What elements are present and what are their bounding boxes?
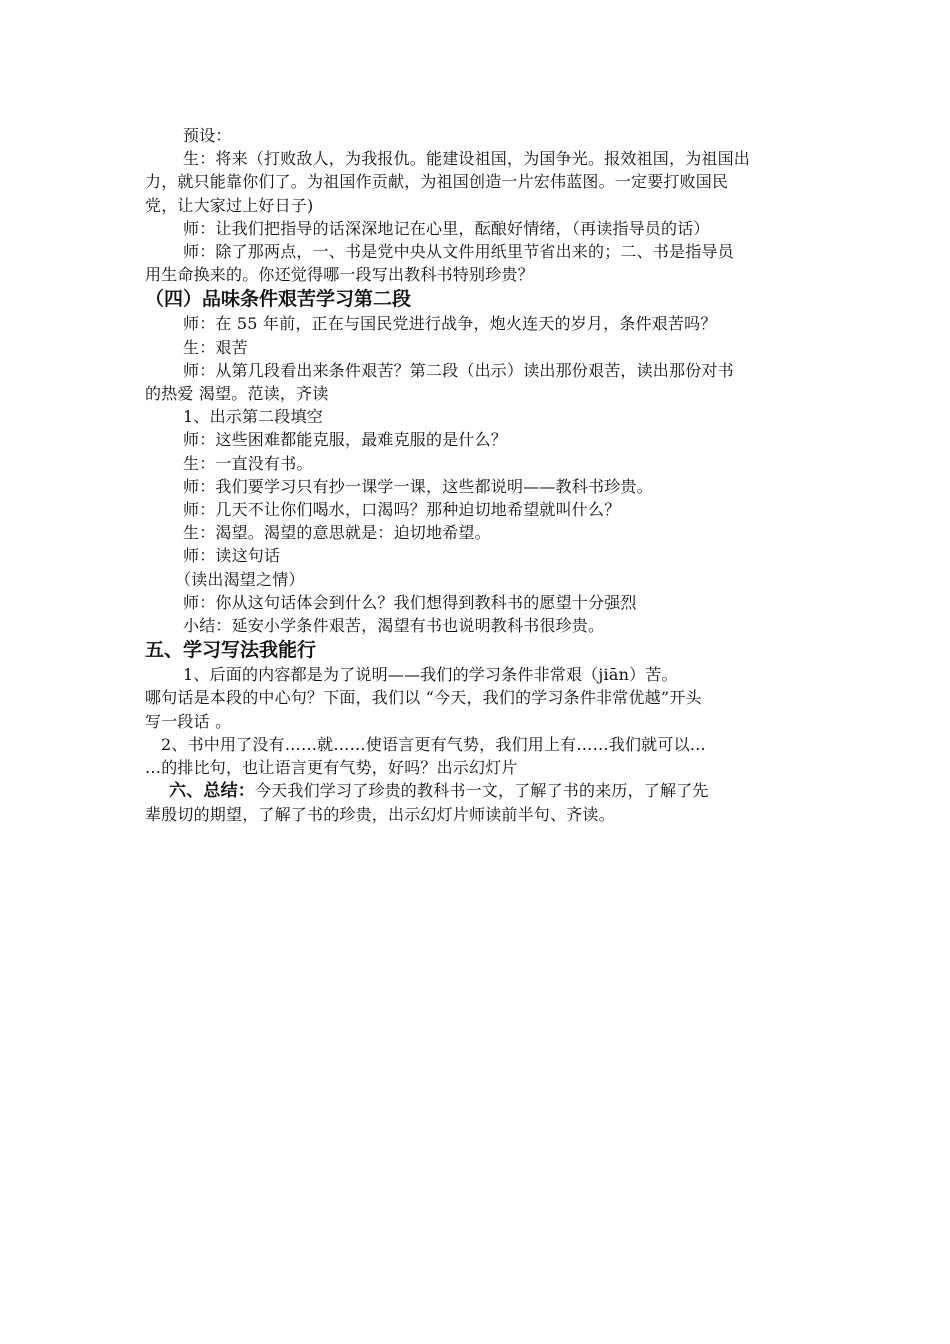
text-line: 生：将来（打败敌人，为我报仇。能建设祖国，为国争光。报效祖国，为祖国出 [183, 149, 751, 169]
text-line: 师：我们要学习只有抄一课学一课，这些都说明——教科书珍贵。 [183, 476, 653, 496]
text-line: 辈殷切的期望，了解了书的珍贵，出示幻灯片师读前半句、齐读。 [145, 805, 615, 825]
text-line: 小结：延安小学条件艰苦，渴望有书也说明教科书很珍贵。 [183, 616, 605, 636]
text-line: 1、后面的内容都是为了说明——我们的学习条件非常艰（jiān）苦。 [183, 665, 678, 685]
text-line: 师：几天不让你们喝水，口渴吗？那种迫切地希望就叫什么？ [183, 500, 621, 520]
text-line: 师：从第几段看出来条件艰苦？第二段（出示）读出那份艰苦，读出那份对书 [183, 360, 734, 380]
text-line: 预设： [183, 126, 232, 145]
text-line: 力，就只能靠你们了。为祖国作贡献，为祖国创造一片宏伟蓝图。一定要打败国民 [145, 172, 729, 192]
document-page [145, 124, 807, 827]
text-line: 师：在 55 年前，正在与国民党进行战争，炮火连天的岁月，条件艰苦吗？ [183, 314, 717, 334]
text-line: 党，让大家过上好日子) [145, 195, 314, 215]
text-line: 生：渴望。渴望的意思就是：迫切地希望。 [183, 523, 491, 543]
text-line: 用生命换来的。你还觉得哪一段写出教科书特别珍贵？ [145, 265, 534, 285]
text-line: 写一段话 。 [145, 711, 232, 731]
text-line: 师：你从这句话体会到什么？我们想得到教科书的愿望十分强烈 [183, 592, 637, 612]
text-line: 师：除了那两点，一、书是党中央从文件用纸里节省出来的；二、书是指导员 [183, 242, 734, 262]
text-line: 2、书中用了没有……就……使语言更有气势，我们用上有……我们就可以… [161, 734, 706, 754]
text-line: …的排比句，也让语言更有气势，好吗？出示幻灯片 [145, 758, 518, 778]
section-heading-4: （四）品味条件艰苦学习第二段 [145, 288, 412, 311]
text-line: 的热爱 渴望。范读，齐读 [145, 384, 329, 404]
section-heading-5: 五、学习写法我能行 [145, 639, 317, 662]
text-span: 今天我们学习了珍贵的教科书一文，了解了书的来历，了解了先 [255, 781, 709, 801]
text-line: 师：这些困难都能克服，最难克服的是什么？ [183, 430, 508, 450]
text-line: （读出渴望之情） [175, 569, 305, 589]
text-line: 生：一直没有书。 [183, 453, 313, 473]
text-line: 1、出示第二段填空 [183, 407, 323, 427]
section-heading-6: 六、总结： [169, 781, 255, 802]
text-line: 哪句话是本段的中心句？下面，我们以 “今天，我们的学习条件非常优越”开头 [145, 688, 702, 708]
text-line: 师：让我们把指导的话深深地记在心里，酝酿好情绪，（再读指导员的话） [183, 218, 710, 238]
text-line: 师：读这句话 [183, 546, 281, 566]
text-line: 生：艰苦 [183, 337, 248, 357]
summary-paragraph [145, 779, 807, 803]
